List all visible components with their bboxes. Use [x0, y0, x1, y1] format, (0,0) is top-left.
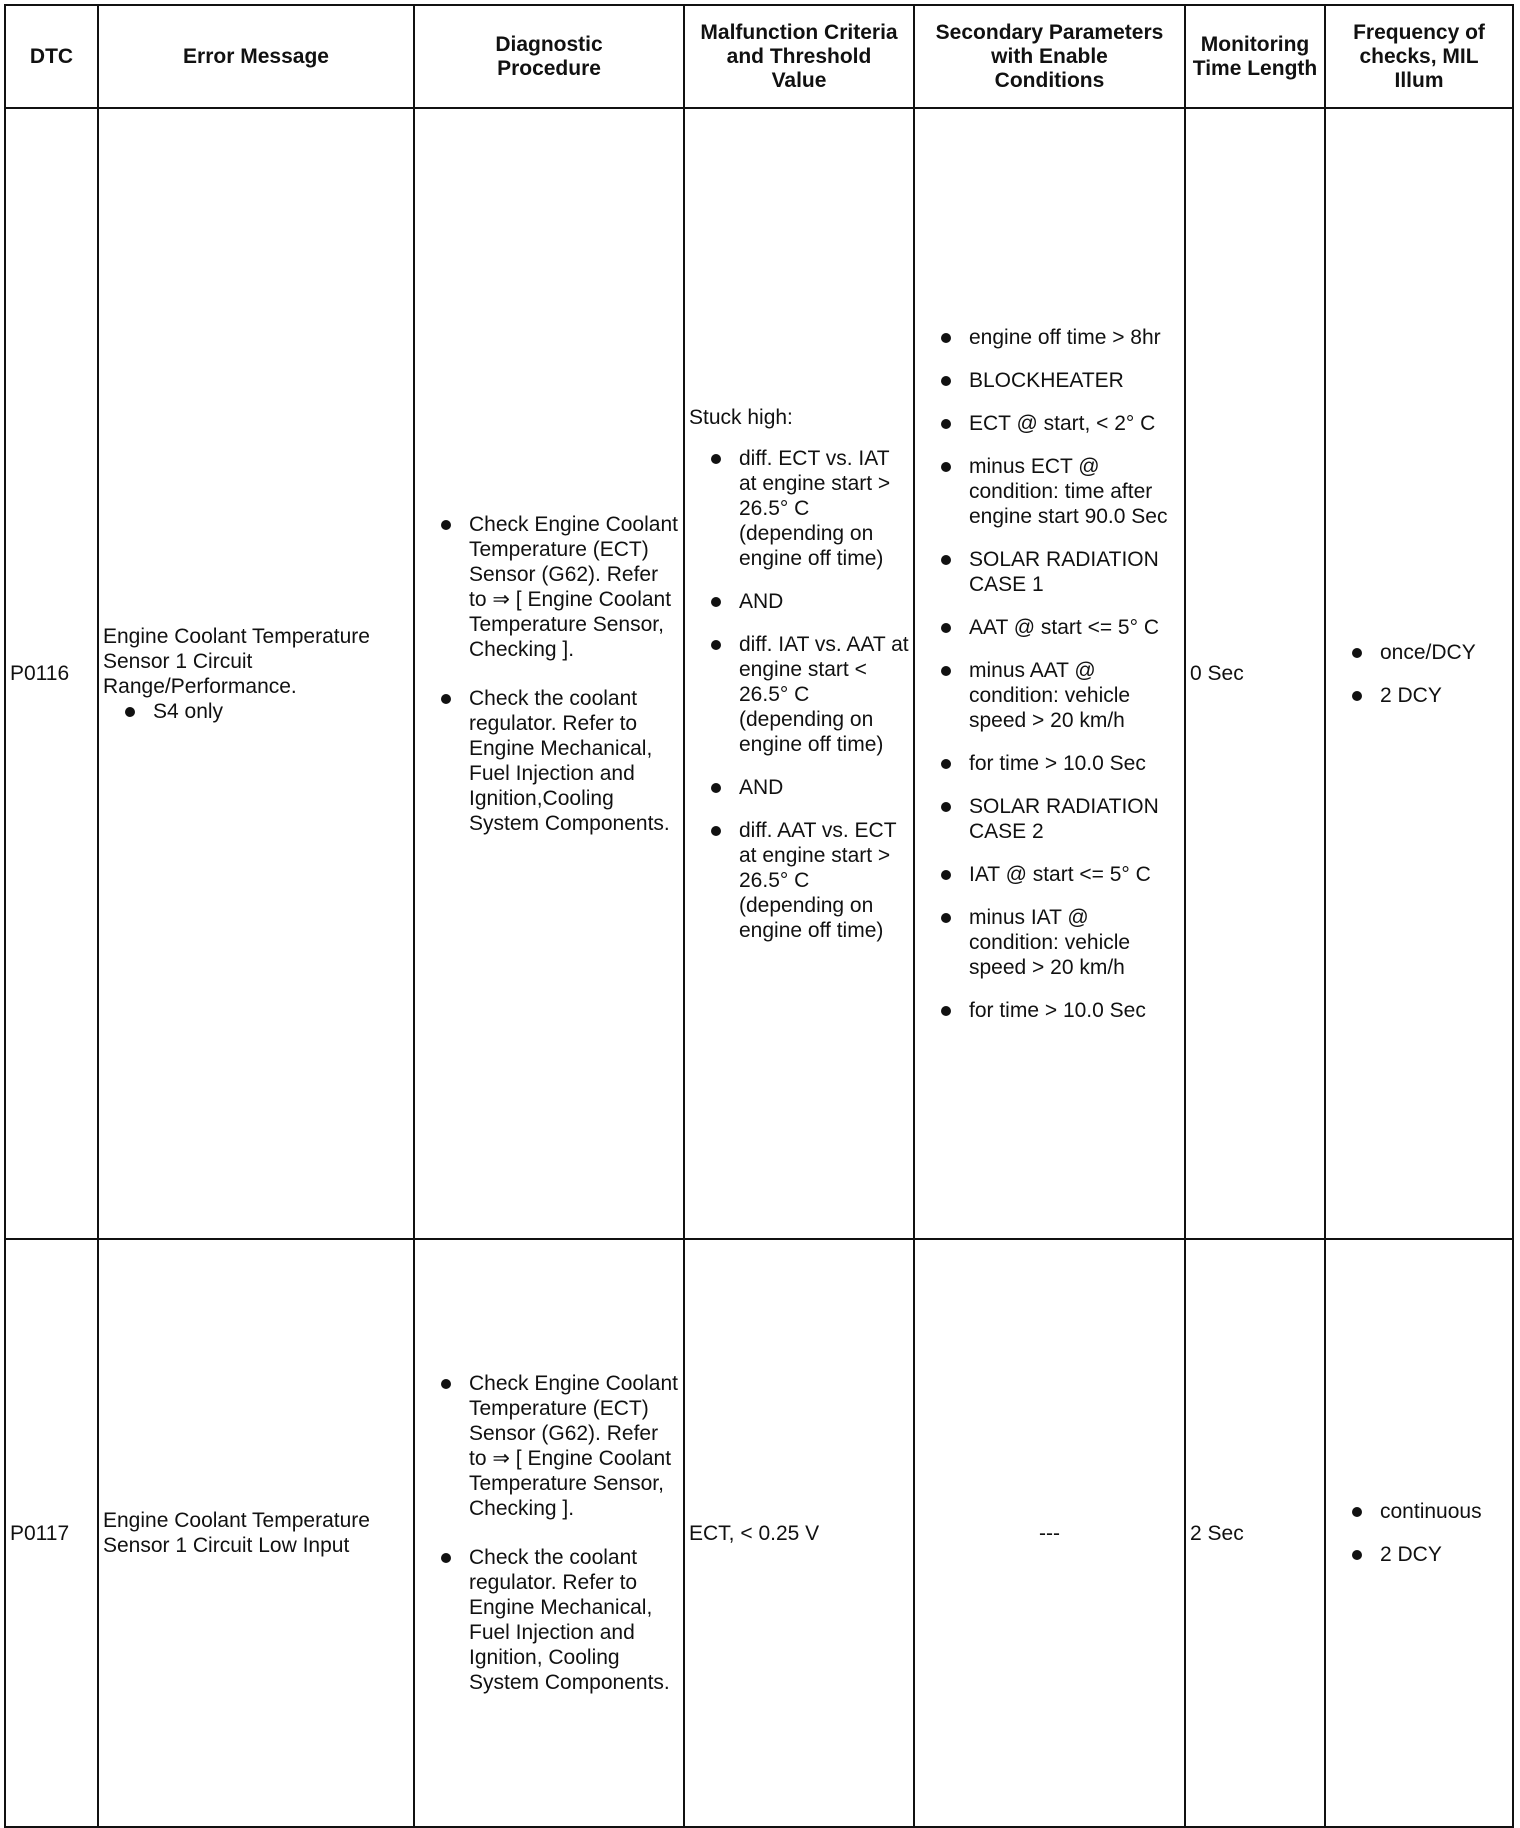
header-monitoring-time [1185, 5, 1325, 108]
list-item: once/DCY [1330, 640, 1508, 665]
header-error-message: Error Message [98, 5, 414, 108]
header-secondary-parameters-text: Secondary Parameters with Enable Conditions [935, 20, 1164, 92]
list-item: for time > 10.0 Sec [919, 751, 1180, 776]
monitoring-time-cell: 2 Sec [1185, 1239, 1325, 1827]
header-frequency [1325, 5, 1513, 108]
header-diagnostic-procedure [414, 5, 684, 108]
header-row [5, 5, 1513, 108]
secondary-parameters-cell [914, 108, 1185, 1239]
list-item: continuous [1330, 1499, 1508, 1524]
header-monitoring-time-text: Monitoring Time Length [1192, 32, 1318, 80]
error-message-text: Engine Coolant Temperature Sensor 1 Circuit Low Input [103, 1509, 370, 1557]
list-item: ECT @ start, < 2° C [919, 411, 1180, 436]
list-item: SOLAR RADIATION CASE 1 [919, 547, 1180, 597]
malfunction-criteria-cell [684, 108, 914, 1239]
header-malfunction-criteria-text: Malfunction Criteria and Threshold Value [700, 20, 898, 92]
list-item: engine off time > 8hr [919, 325, 1180, 350]
diagnostic-procedure-cell [414, 108, 684, 1239]
list-item: Check Engine Coolant Temperature (ECT) Sensor (G62). Refer to ⇒ [ Engine Coolant Temperature Sensor, Checking ]. [419, 1371, 679, 1521]
list-item: 2 DCY [1330, 683, 1508, 708]
list-item: for time > 10.0 Sec [919, 998, 1180, 1023]
header-diagnostic-procedure-text: Diagnostic Procedure [495, 32, 603, 80]
list-item: diff. AAT vs. ECT at engine start > 26.5° C (depending on engine off time) [689, 818, 909, 943]
error-sub-list [103, 699, 409, 724]
procedure-list [419, 512, 679, 836]
error-message-cell [98, 1239, 414, 1827]
criteria-list [689, 446, 909, 943]
frequency-list [1330, 1499, 1508, 1567]
header-frequency-text: Frequency of checks, MIL Illum [1353, 20, 1485, 92]
dtc-table [4, 4, 1514, 1828]
list-item: minus AAT @ condition: vehicle speed > 20 km/h [919, 658, 1180, 733]
malfunction-criteria-cell: ECT, < 0.25 V [684, 1239, 914, 1827]
list-item: SOLAR RADIATION CASE 2 [919, 794, 1180, 844]
list-item: AND [689, 775, 909, 800]
header-malfunction-criteria [684, 5, 914, 108]
list-item: diff. IAT vs. AAT at engine start < 26.5° C (depending on engine off time) [689, 632, 909, 757]
list-item: Check Engine Coolant Temperature (ECT) Sensor (G62). Refer to ⇒ [ Engine Coolant Temperature Sensor, Checking ]. [419, 512, 679, 662]
header-secondary-parameters [914, 5, 1185, 108]
dtc-table-page [4, 4, 1512, 1818]
list-item: Check the coolant regulator. Refer to Engine Mechanical, Fuel Injection and Ignition, Cooling System Components. [419, 1545, 679, 1695]
diagnostic-procedure-cell [414, 1239, 684, 1827]
error-message-text: Engine Coolant Temperature Sensor 1 Circuit Range/Performance. [103, 624, 370, 698]
list-item: S4 only [103, 699, 409, 724]
header-dtc: DTC [5, 5, 98, 108]
list-item: Check the coolant regulator. Refer to Engine Mechanical, Fuel Injection and Ignition,Cooling System Components. [419, 686, 679, 836]
error-message-cell [98, 108, 414, 1239]
list-item: minus IAT @ condition: vehicle speed > 20 km/h [919, 905, 1180, 980]
dtc-code: P0117 [5, 1239, 98, 1827]
frequency-list [1330, 640, 1508, 708]
table-row [5, 108, 1513, 1239]
list-item: IAT @ start <= 5° C [919, 862, 1180, 887]
list-item: 2 DCY [1330, 1542, 1508, 1567]
dtc-code: P0116 [5, 108, 98, 1239]
procedure-list [419, 1371, 679, 1695]
list-item: AND [689, 589, 909, 614]
list-item: AAT @ start <= 5° C [919, 615, 1180, 640]
secondary-parameters-cell: --- [914, 1239, 1185, 1827]
frequency-cell [1325, 1239, 1513, 1827]
criteria-lead: Stuck high: [689, 405, 793, 429]
list-item: minus ECT @ condition: time after engine start 90.0 Sec [919, 454, 1180, 529]
list-item: BLOCKHEATER [919, 368, 1180, 393]
secondary-list [919, 325, 1180, 1023]
frequency-cell [1325, 108, 1513, 1239]
list-item: diff. ECT vs. IAT at engine start > 26.5° C (depending on engine off time) [689, 446, 909, 571]
table-row [5, 1239, 1513, 1827]
monitoring-time-cell: 0 Sec [1185, 108, 1325, 1239]
